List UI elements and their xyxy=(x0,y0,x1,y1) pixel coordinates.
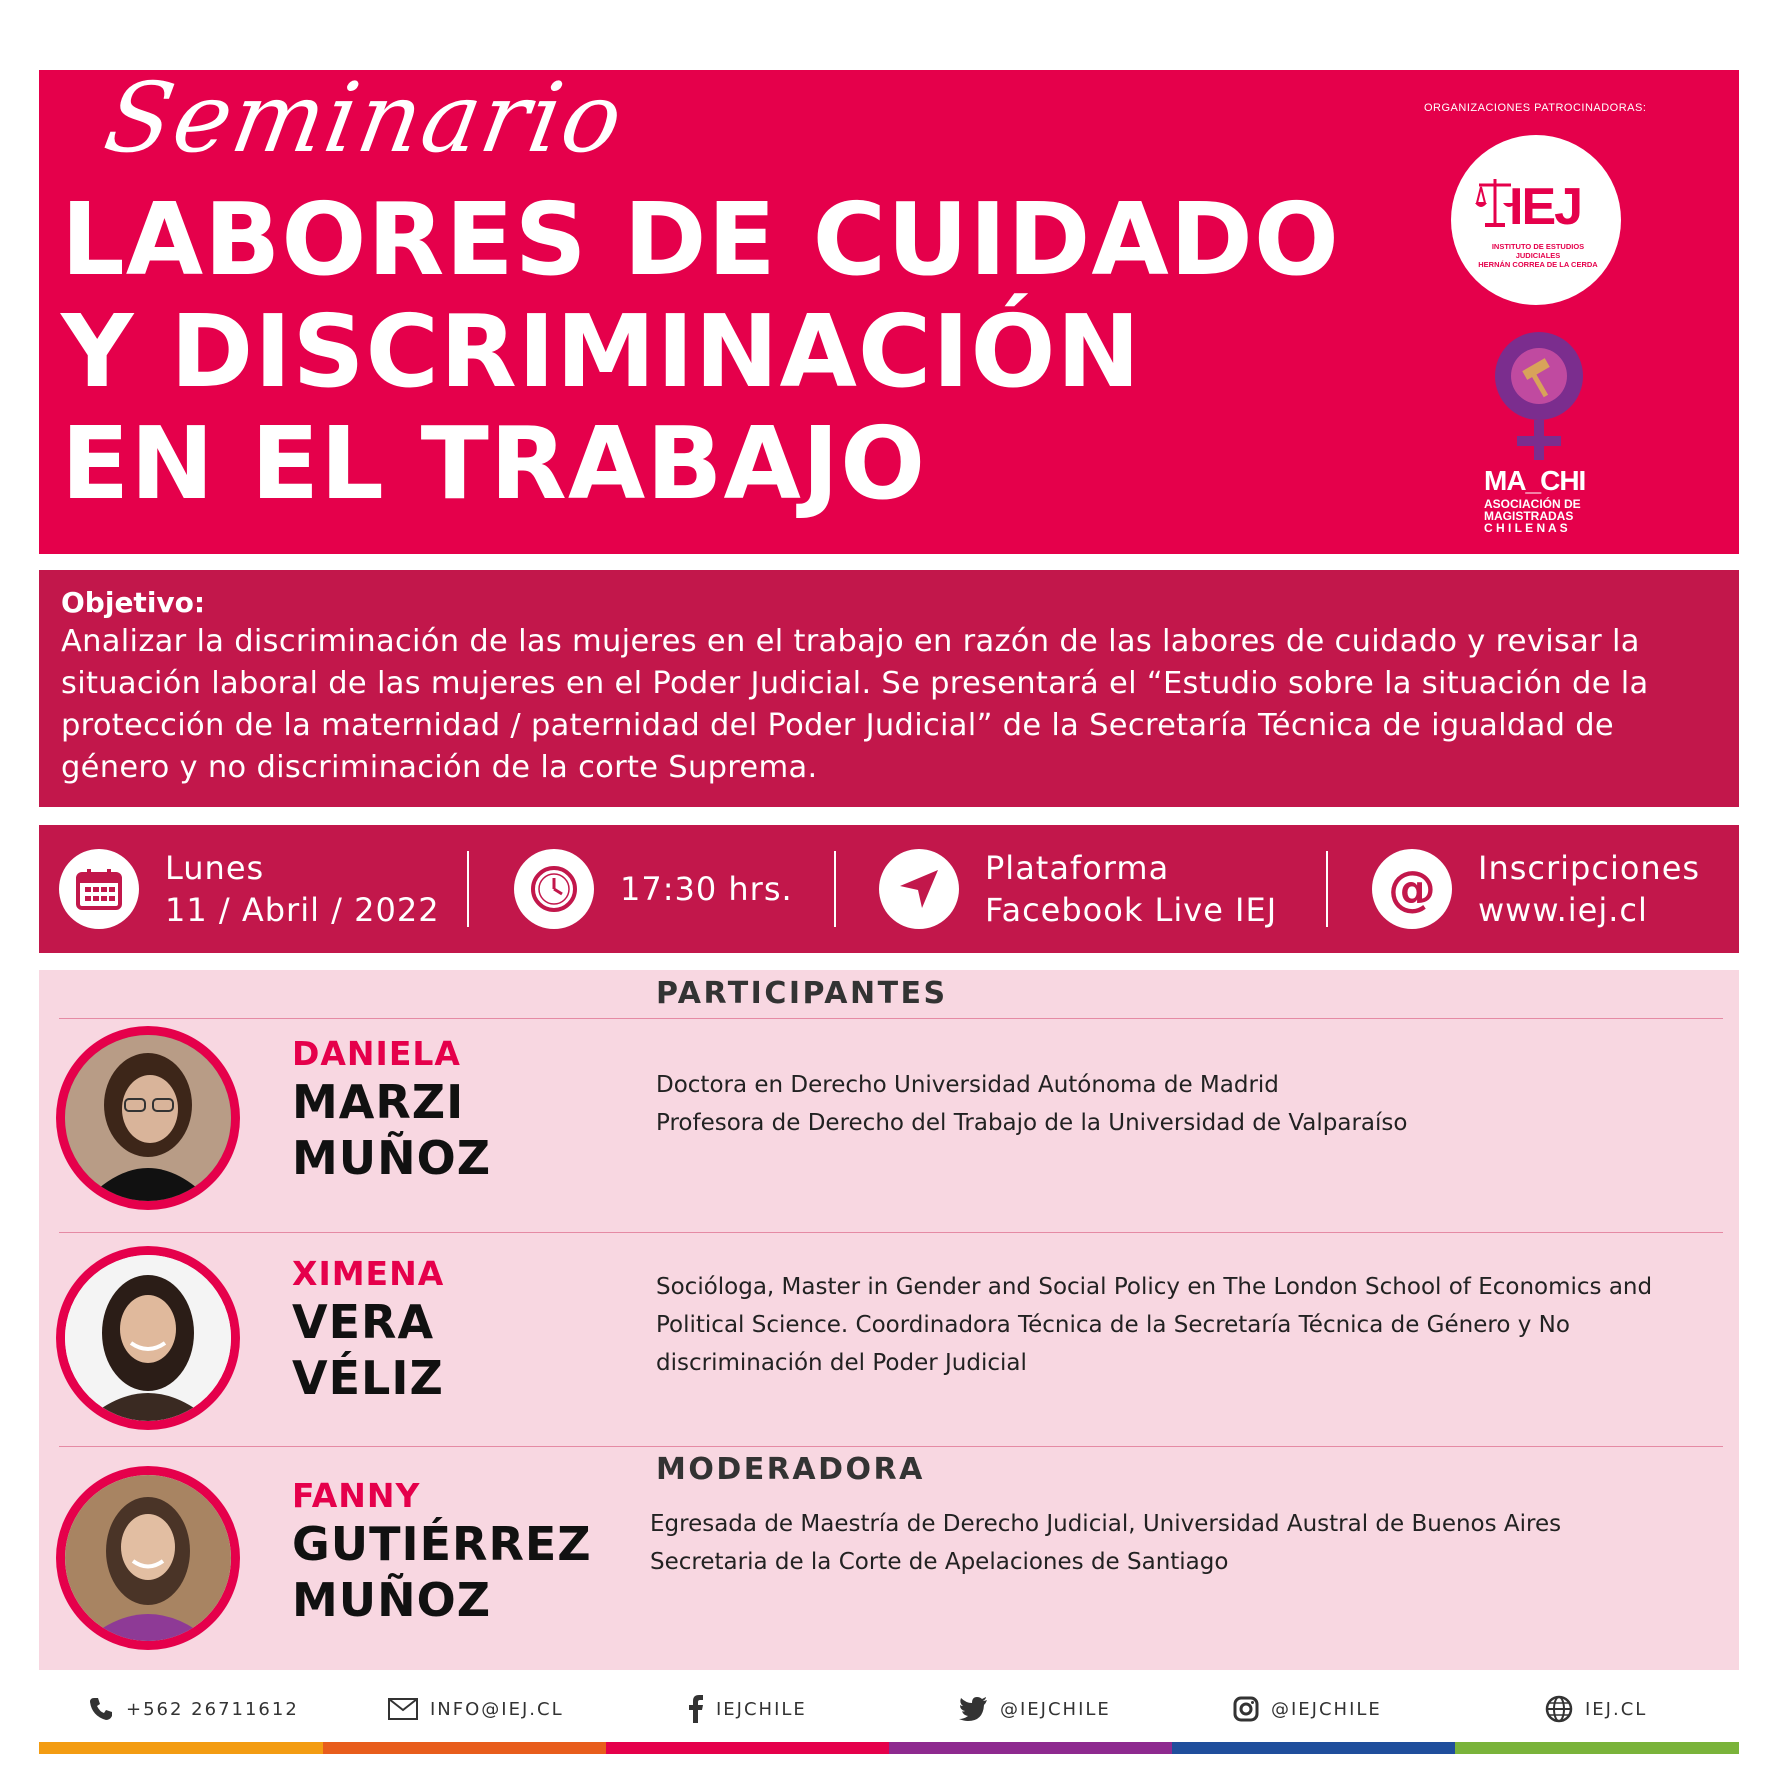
bio-line: Secretaria de la Corte de Apelaciones de Santiago xyxy=(650,1549,1229,1575)
machi-name: MA_CHI xyxy=(1484,465,1586,496)
registration-url[interactable]: www.iej.cl xyxy=(1478,891,1648,929)
first-name: XIMENA xyxy=(292,1254,445,1293)
color-strip-segment xyxy=(889,1742,1172,1754)
sponsors-label: ORGANIZACIONES PATROCINADORAS: xyxy=(1424,102,1647,114)
bio xyxy=(656,1066,1407,1142)
iej-subtitle-2: HERNÁN CORREA DE LA CERDA xyxy=(1478,260,1598,269)
platform-info xyxy=(879,849,1277,929)
registration-text xyxy=(1478,847,1700,931)
iej-subtitle-1: INSTITUTO DE ESTUDIOS JUDICIALES xyxy=(1491,242,1585,260)
bio xyxy=(656,1268,1652,1382)
color-strip-segment xyxy=(39,1742,323,1754)
bio-line: Egresada de Maestría de Derecho Judicial, Universidad Austral de Buenos Aires xyxy=(650,1511,1562,1537)
instagram-icon xyxy=(1233,1696,1259,1722)
last-name-1: VERA xyxy=(292,1295,435,1349)
avatar xyxy=(56,1026,240,1210)
twitter-text: @IEJCHILE xyxy=(1000,1698,1111,1720)
footer-instagram[interactable] xyxy=(1233,1692,1382,1726)
divider xyxy=(834,851,836,927)
photo-ximena xyxy=(65,1255,231,1421)
send-arrow-icon xyxy=(879,849,959,929)
date-info xyxy=(59,849,440,929)
objective-panel xyxy=(39,570,1739,807)
time-info xyxy=(514,849,793,929)
avatar xyxy=(56,1246,240,1430)
first-name: DANIELA xyxy=(292,1034,461,1073)
color-strip-segment xyxy=(1455,1742,1739,1754)
first-name: FANNY xyxy=(292,1476,421,1515)
platform-value: Facebook Live IEJ xyxy=(985,891,1278,929)
last-name-2: MUÑOZ xyxy=(292,1573,492,1627)
footer-email[interactable] xyxy=(388,1692,564,1726)
bio-line: Political Science. Coordinadora Técnica de la Secretaría Técnica de Género y No xyxy=(656,1312,1570,1338)
photo-fanny xyxy=(65,1475,231,1641)
kicker: Seminario xyxy=(97,62,633,174)
machi-subtitle-2: MAGISTRADAS xyxy=(1484,509,1574,523)
bio-line: discriminación del Poder Judicial xyxy=(656,1350,1027,1376)
divider xyxy=(59,1232,1723,1233)
objective-text: Analizar la discriminación de las mujeres en el trabajo en razón de las labores de cuidado y revisar la situación laboral de las mujeres en el Poder Judicial. Se presentará el “Estudio sobre la situación de la protección de la maternidad / paternidad del Poder Judicial” de la Secretaría Técnica de igualdad de género y no discriminación de la corte Suprema. xyxy=(61,624,1649,785)
divider xyxy=(59,1018,1723,1019)
footer-phone[interactable] xyxy=(88,1692,299,1726)
participants-panel xyxy=(39,970,1739,1670)
iej-subtitle xyxy=(1469,242,1607,269)
title-line-3: EN EL TRABAJO xyxy=(61,405,927,522)
globe-icon xyxy=(1545,1695,1573,1723)
color-strip-segment xyxy=(606,1742,889,1754)
machi-subtitle-3: C H I L E N A S xyxy=(1484,521,1568,535)
bio xyxy=(650,1505,1561,1581)
platform-label: Plataforma xyxy=(985,849,1170,887)
title-line-2: Y DISCRIMINACIÓN xyxy=(61,293,1142,410)
objective-label: Objetivo: xyxy=(61,586,206,619)
machi-subtitle-1: ASOCIACIÓN DE xyxy=(1484,497,1581,511)
color-strip-segment xyxy=(323,1742,606,1754)
mail-icon xyxy=(388,1698,418,1720)
bio-line: Doctora en Derecho Universidad Autónoma de Madrid xyxy=(656,1072,1279,1098)
photo-daniela xyxy=(65,1035,231,1201)
machi-subtitle xyxy=(1484,498,1604,534)
instagram-text: @IEJCHILE xyxy=(1271,1698,1382,1720)
web-text: IEJ.CL xyxy=(1585,1698,1648,1720)
phone-text: +562 26711612 xyxy=(126,1698,299,1720)
registration-info xyxy=(1372,849,1700,929)
bio-line: Socióloga, Master in Gender and Social Policy en The London School of Economics and xyxy=(656,1274,1653,1300)
registration-label: Inscripciones xyxy=(1478,849,1701,887)
divider xyxy=(59,1446,1723,1447)
at-sign-icon: @ xyxy=(1372,849,1452,929)
clock-icon xyxy=(514,849,594,929)
date-value: 11 / Abril / 2022 xyxy=(165,891,440,929)
venus-gavel-icon xyxy=(1479,328,1599,468)
last-name-2: VÉLIZ xyxy=(292,1351,444,1405)
footer-facebook[interactable] xyxy=(688,1692,807,1726)
phone-icon xyxy=(88,1696,114,1722)
iej-logo xyxy=(1451,135,1621,305)
avatar xyxy=(56,1466,240,1650)
date-text xyxy=(165,847,440,931)
footer-web[interactable] xyxy=(1545,1692,1647,1726)
last-name-1: GUTIÉRREZ xyxy=(292,1517,592,1571)
moderator-title: MODERADORA xyxy=(656,1452,925,1487)
facebook-text: IEJCHILE xyxy=(716,1698,807,1720)
twitter-icon xyxy=(958,1697,988,1721)
time-text: 17:30 hrs. xyxy=(620,870,793,908)
header-banner xyxy=(39,62,1739,554)
divider xyxy=(467,851,469,927)
email-text: INFO@IEJ.CL xyxy=(430,1698,564,1720)
footer-twitter[interactable] xyxy=(958,1692,1111,1726)
color-strip-segment xyxy=(1172,1742,1455,1754)
participants-title: PARTICIPANTES xyxy=(656,976,948,1011)
event-info-bar xyxy=(39,825,1739,953)
bio-line: Profesora de Derecho del Trabajo de la Universidad de Valparaíso xyxy=(656,1110,1408,1136)
facebook-icon xyxy=(688,1695,704,1723)
calendar-icon xyxy=(59,849,139,929)
platform-text xyxy=(985,847,1277,931)
title-line-1: LABORES DE CUIDADO xyxy=(61,181,1340,298)
date-weekday: Lunes xyxy=(165,849,265,887)
last-name-1: MARZI xyxy=(292,1075,465,1129)
iej-name: IEJ xyxy=(1509,178,1582,236)
last-name-2: MUÑOZ xyxy=(292,1131,492,1185)
divider xyxy=(1326,851,1328,927)
